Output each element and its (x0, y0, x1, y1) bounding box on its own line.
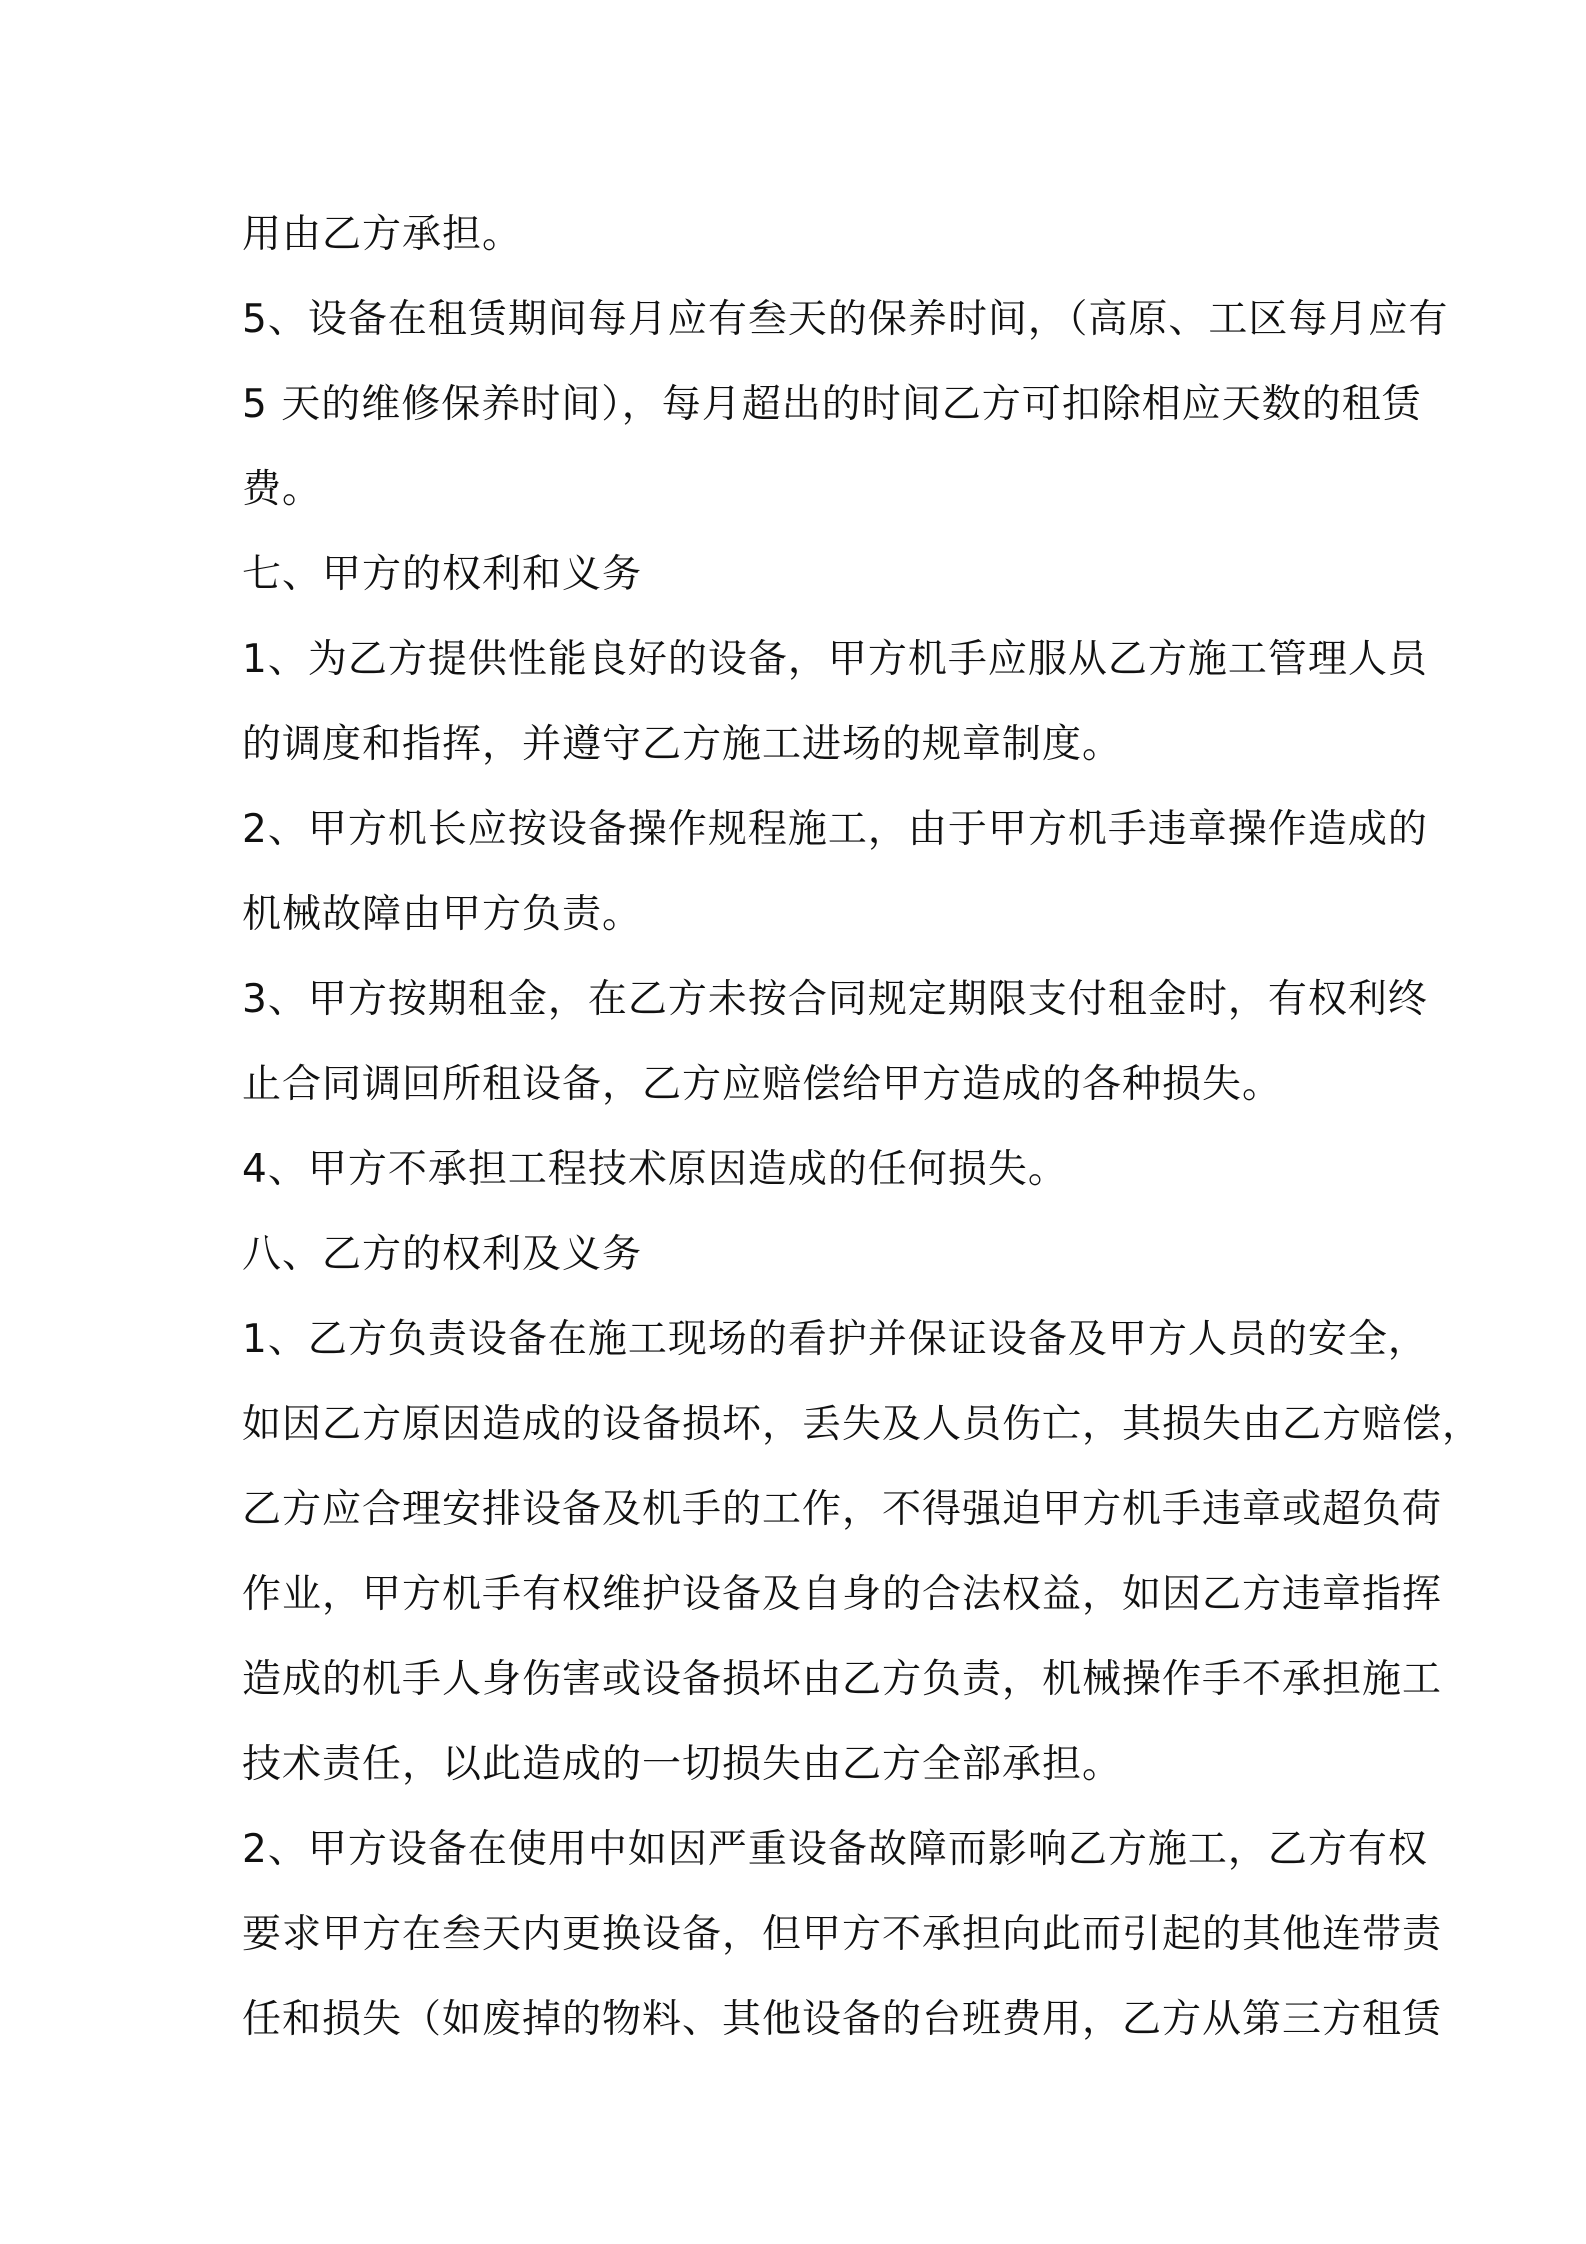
text-line-9: 机械故障由甲方负责。 (242, 892, 643, 937)
section-heading-seven: 七、甲方的权利和义务 (242, 552, 643, 597)
text-line-7: 的调度和指挥，并遵守乙方施工进场的规章制度。 (242, 722, 1123, 767)
text-line-12: 4、甲方不承担工程技术原因造成的任何损失。 (242, 1147, 1068, 1192)
contract-text (242, 192, 1483, 2062)
text-line-18: 造成的机手人身伤害或设备损坏由乙方负责，机械操作手不承担施工 (242, 1657, 1443, 1702)
text-line-22: 任和损失（如废掉的物料、其他设备的台班费用，乙方从第三方租赁 (242, 1997, 1443, 2042)
text-line-19: 技术责任，以此造成的一切损失由乙方全部承担。 (242, 1742, 1123, 1787)
text-line-15: 如因乙方原因造成的设备损坏，丢失及人员伤亡，其损失由乙方赔偿， (242, 1402, 1483, 1447)
text-line-1: 用由乙方承担。 (242, 212, 523, 257)
text-line-14: 1、乙方负责设备在施工现场的看护并保证设备及甲方人员的安全， (242, 1317, 1428, 1362)
text-line-10: 3、甲方按期租金，在乙方未按合同规定期限支付租金时，有权利终 (242, 977, 1428, 1022)
text-line-2: 5、设备在租赁期间每月应有叁天的保养时间，（高原、工区每月应有 (242, 297, 1449, 342)
text-line-16: 乙方应合理安排设备及机手的工作，不得强迫甲方机手违章或超负荷 (242, 1487, 1443, 1532)
text-line-11: 止合同调回所租设备，乙方应赔偿给甲方造成的各种损失。 (242, 1062, 1283, 1107)
text-line-8: 2、甲方机长应按设备操作规程施工，由于甲方机手违章操作造成的 (242, 807, 1428, 852)
text-line-6: 1、为乙方提供性能良好的设备，甲方机手应服从乙方施工管理人员 (242, 637, 1428, 682)
text-line-3: 5 天的维修保养时间），每月超出的时间乙方可扣除相应天数的租赁 (242, 382, 1422, 427)
text-line-17: 作业，甲方机手有权维护设备及自身的合法权益，如因乙方违章指挥 (242, 1572, 1443, 1617)
text-line-20: 2、甲方设备在使用中如因严重设备故障而影响乙方施工，乙方有权 (242, 1827, 1428, 1872)
text-line-4: 费。 (242, 467, 323, 512)
text-line-21: 要求甲方在叁天内更换设备，但甲方不承担向此而引起的其他连带责 (242, 1912, 1443, 1957)
section-heading-eight: 八、乙方的权利及义务 (242, 1232, 643, 1277)
